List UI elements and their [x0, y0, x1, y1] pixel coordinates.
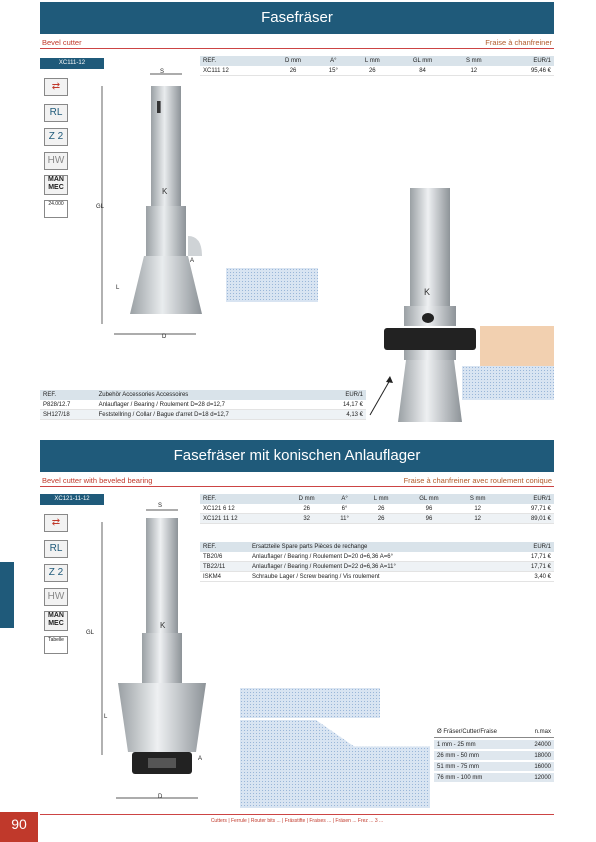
hw-icon: HW [44, 152, 68, 170]
cell: 76 mm - 100 mm [437, 774, 483, 781]
table-row [434, 751, 554, 760]
workpiece-texture-4 [240, 720, 430, 808]
table-row [434, 762, 554, 771]
col-a: A° [329, 494, 359, 504]
section1-cutter-drawing [96, 64, 206, 344]
z2-icon: Z 2 [44, 564, 68, 582]
rotation-icon: ⇄ [44, 514, 68, 532]
cell: Anlauflager / Bearing / Roulement D=20 d=6,36 A=6° [249, 552, 509, 562]
footer: Cutters | Ferrule | Router bits ... | Frässtifte | Fraises ... | Fräsen ... Frez ... 3 ... [40, 814, 554, 824]
cell: 97,71 € [500, 504, 554, 514]
cell: 12 [455, 514, 500, 524]
hw-icon: HW [44, 588, 68, 606]
cell: 18000 [534, 752, 551, 759]
col-ref: REF. [200, 542, 249, 552]
cell: 32 [284, 514, 329, 524]
col-description: Zubehör Accessories Accessoires [96, 390, 323, 400]
section1-accessories-table [40, 390, 366, 420]
col-ref: REF. [200, 56, 269, 66]
section2-cutter-drawing [96, 500, 206, 810]
cell: 1 mm - 25 mm [437, 741, 476, 748]
table-header [200, 494, 554, 504]
col-gl: GL mm [403, 494, 456, 504]
col-description: Ersatzteile Spare parts Pièces de rechange [249, 542, 509, 552]
cell: TB22/11 [200, 562, 249, 572]
cell: 26 [360, 504, 403, 514]
cell: XC111 12 [200, 66, 269, 76]
col-l: L mm [350, 56, 395, 66]
cell: TB20/6 [200, 552, 249, 562]
cell: XC121 11 12 [200, 514, 284, 524]
cell: SH127/18 [40, 410, 96, 420]
rpm-icon: 24.000 [44, 200, 68, 218]
dim-s1: S [160, 69, 165, 75]
table-row [200, 562, 554, 572]
dim-d2: D [158, 794, 163, 800]
cell: 4,13 € [323, 410, 366, 420]
cell: Anlauflager / Bearing / Roulement D=22 d=6,36 A=11° [249, 562, 509, 572]
max-speed-table [434, 727, 554, 782]
section2-title: Fasefräser mit konischen Anlauflager [40, 440, 554, 472]
svg-text:K: K [160, 621, 166, 630]
dim-s2: S [158, 503, 163, 509]
col-price: EUR/1 [500, 494, 554, 504]
table-header [434, 727, 554, 738]
page-number: 90 [0, 812, 38, 842]
col-a: A° [317, 56, 350, 66]
table-row [40, 410, 366, 420]
cell: 6° [329, 504, 359, 514]
table-row [200, 552, 554, 562]
workpiece-texture-3 [240, 688, 380, 718]
man-mec-icon: MAN MEC [44, 175, 68, 195]
cell: Feststellring / Collar / Bague d'arret D=18 d=12,7 [96, 410, 323, 420]
section1-title: Fasefräser [40, 2, 554, 34]
cell: P828/12.7 [40, 400, 96, 410]
cell: 26 [284, 504, 329, 514]
table-row [200, 572, 554, 582]
col-ref: REF. [40, 390, 96, 400]
router-setup-drawing [360, 180, 480, 425]
cell: 26 [360, 514, 403, 524]
section1-sub-left: Bevel cutter [42, 38, 82, 47]
cell: ISKM4 [200, 572, 249, 582]
table-header [200, 56, 554, 66]
dim-d1: D [162, 334, 167, 340]
dim-gl2: GL [86, 630, 95, 636]
rpm-icon: Tabelle [44, 636, 68, 654]
dim-l1: L [116, 285, 120, 291]
col-ref: REF. [200, 494, 284, 504]
z2-icon: Z 2 [44, 128, 68, 146]
col-price: EUR/1 [323, 390, 366, 400]
dim-gl1: GL [96, 204, 105, 210]
section2-spares-table [200, 542, 554, 582]
cell: Schraube Lager / Screw bearing / Vis roulement [249, 572, 509, 582]
col-gl: GL mm [395, 56, 450, 66]
section1-divider [40, 48, 554, 49]
cell: 12000 [534, 774, 551, 781]
section2-divider [40, 486, 554, 487]
section2-sub-right: Fraise à chanfreiner avec roulement conique [403, 476, 552, 485]
section2-table [200, 494, 554, 524]
cell: 16000 [534, 763, 551, 770]
rl-icon: RL [44, 540, 68, 558]
cell: Anlauflager / Bearing / Roulement D=28 d=12,7 [96, 400, 323, 410]
col-price: EUR/1 [509, 542, 554, 552]
col-nmax: n.max [534, 729, 551, 735]
cell: 17,71 € [509, 562, 554, 572]
cell: 12 [455, 504, 500, 514]
table-header [40, 390, 366, 400]
dim-a1: A [190, 258, 195, 264]
col-d: D mm [284, 494, 329, 504]
workpiece-texture-1 [226, 268, 318, 302]
rl-icon: RL [44, 104, 68, 122]
rotation-icon: ⇄ [44, 78, 68, 96]
cell: 84 [395, 66, 450, 76]
cell: 3,40 € [509, 572, 554, 582]
cell: 26 [269, 66, 317, 76]
col-d: D mm [269, 56, 317, 66]
col-diameter: Ø Fräser/Cutter/Fraise [437, 729, 498, 735]
table-row [40, 400, 366, 410]
table-row [200, 66, 554, 76]
cell: 96 [403, 514, 456, 524]
cell: 96 [403, 504, 456, 514]
cell: 89,01 € [500, 514, 554, 524]
svg-text:K: K [424, 287, 431, 297]
cell: 95,46 € [497, 66, 554, 76]
section1-table [200, 56, 554, 76]
section1-code: XC111-12 [40, 58, 104, 69]
svg-text:▬: ▬ [154, 101, 168, 113]
table-header [200, 542, 554, 552]
col-l: L mm [360, 494, 403, 504]
wood-block [480, 326, 554, 366]
svg-text:K: K [162, 187, 168, 196]
cell: 51 mm - 75 mm [437, 763, 480, 770]
cell: 26 mm - 50 mm [437, 752, 480, 759]
dim-a2: A [198, 756, 203, 762]
col-s: S mm [455, 494, 500, 504]
cell: 11° [329, 514, 359, 524]
section1-sub-right: Fraise à chanfreiner [485, 38, 552, 47]
table-row [434, 740, 554, 749]
section2-sub-left: Bevel cutter with beveled bearing [42, 476, 153, 485]
table-row [200, 514, 554, 524]
cell: 17,71 € [509, 552, 554, 562]
col-s: S mm [450, 56, 497, 66]
cell: 15° [317, 66, 350, 76]
cell: 26 [350, 66, 395, 76]
cell: 14,17 € [323, 400, 366, 410]
man-mec-icon: MAN MEC [44, 611, 68, 631]
table-row [200, 504, 554, 514]
dim-l2: L [104, 714, 108, 720]
side-tab [0, 562, 14, 628]
col-price: EUR/1 [497, 56, 554, 66]
cell: 24000 [534, 741, 551, 748]
cell: 12 [450, 66, 497, 76]
table-row [434, 773, 554, 782]
section2-code: XC121-11-12 [40, 494, 104, 505]
cell: XC121 6 12 [200, 504, 284, 514]
